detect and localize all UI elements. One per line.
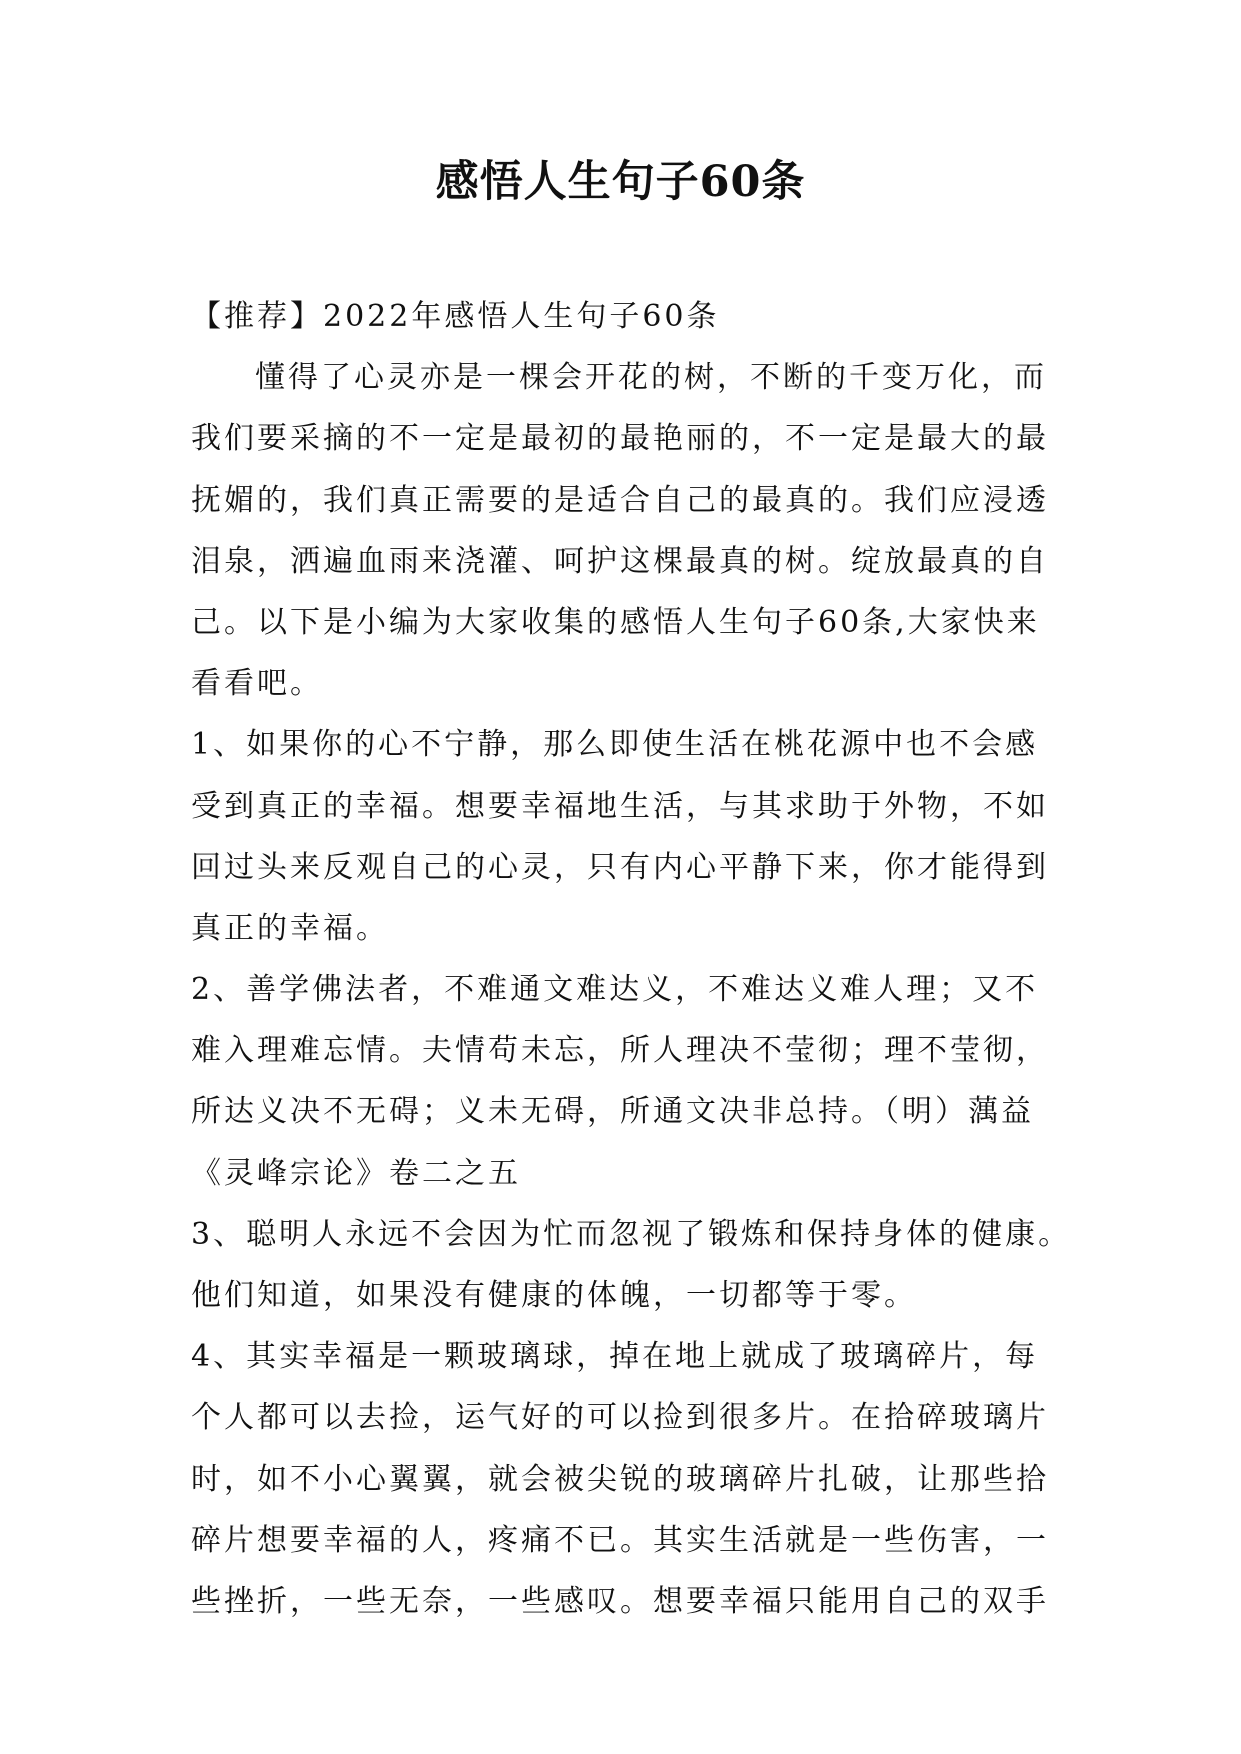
item-1-line: 1、如果你的心不宁静，那么即使生活在桃花源中也不会感 (191, 727, 1039, 763)
paragraph-line: 我们要采摘的不一定是最初的最艳丽的，不一定是最大的最 (191, 421, 1049, 457)
item-4-line: 时，如不小心翼翼，就会被尖锐的玻璃碎片扎破，让那些拾 (191, 1461, 1049, 1497)
paragraph-line: 泪泉，洒遍血雨来浇灌、呵护这棵最真的树。绽放最真的自 (191, 543, 1049, 579)
document-title: 感悟人生句子60条 (435, 157, 806, 207)
item-1-line: 回过头来反观自己的心灵，只有内心平静下来，你才能得到 (191, 849, 1049, 885)
paragraph-line: 己。以下是小编为大家收集的感悟人生句子60条,大家快来 (191, 604, 1040, 640)
item-4-line: 4、其实幸福是一颗玻璃球，掉在地上就成了玻璃碎片，每 (191, 1339, 1039, 1375)
item-4-line: 个人都可以去捡，运气好的可以捡到很多片。在拾碎玻璃片 (191, 1400, 1049, 1436)
item-3-line: 3、聪明人永远不会因为忙而忽视了锻炼和保持身体的健康。 (191, 1216, 1072, 1252)
item-1-line: 真正的幸福。 (191, 910, 389, 946)
paragraph-line: 抚媚的，我们真正需要的是适合自己的最真的。我们应浸透 (191, 482, 1049, 518)
item-3-line: 他们知道，如果没有健康的体魄，一切都等于零。 (191, 1278, 917, 1313)
item-4-line: 碎片想要幸福的人，疼痛不已。其实生活就是一些伤害，一 (191, 1522, 1049, 1558)
paragraph-line: 看看吧。 (191, 666, 323, 702)
item-2-line: 所达义决不无碍；义未无碍，所通文决非总持。（明）蕅益 (191, 1094, 1034, 1130)
intro-line: 【推荐】2022年感悟人生句子60条 (191, 299, 720, 334)
item-2-line: 《灵峰宗论》卷二之五 (191, 1155, 521, 1191)
paragraph-line: 懂得了心灵亦是一棵会开花的树，不断的千变万化，而 (255, 360, 1047, 396)
document-body (191, 286, 1072, 1632)
item-4-line: 些挫折，一些无奈，一些感叹。想要幸福只能用自己的双手 (191, 1583, 1049, 1619)
item-2-line: 难入理难忘情。夫情苟未忘，所人理决不莹彻；理不莹彻， (191, 1033, 1049, 1069)
item-2-line: 2、善学佛法者，不难通文难达义，不难达义难人理；又不 (191, 972, 1039, 1008)
item-1-line: 受到真正的幸福。想要幸福地生活，与其求助于外物，不如 (191, 788, 1049, 824)
